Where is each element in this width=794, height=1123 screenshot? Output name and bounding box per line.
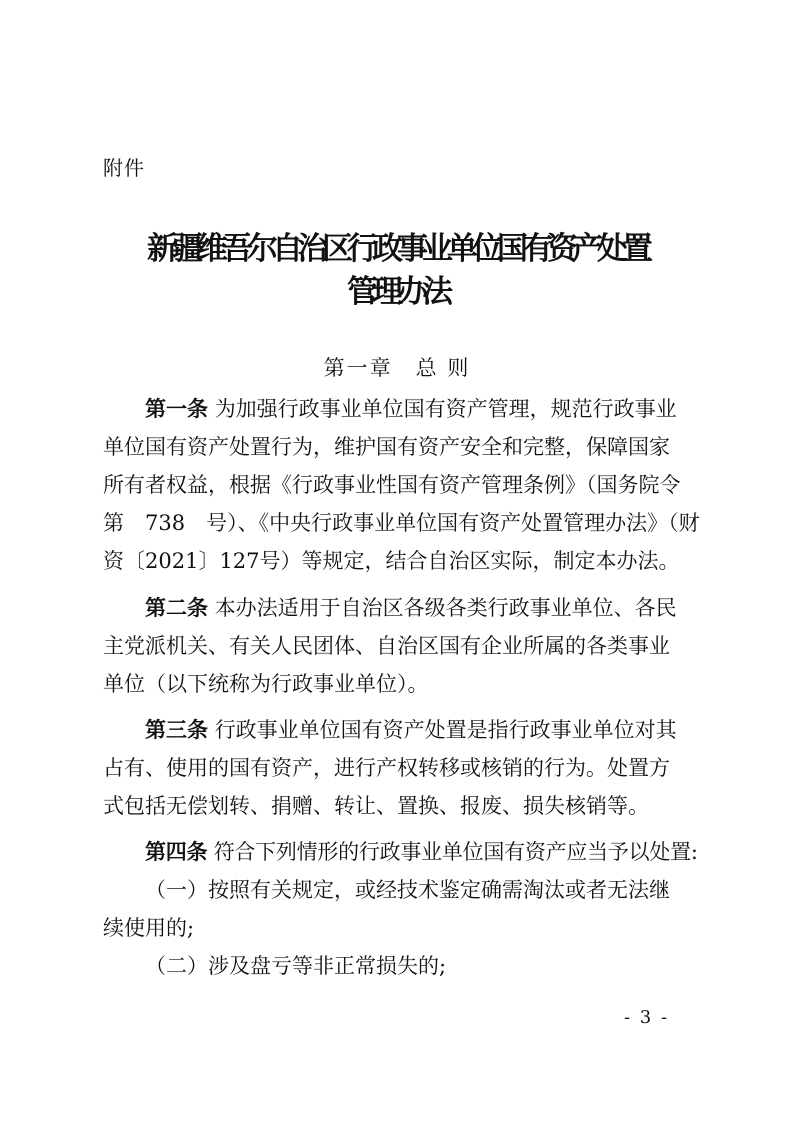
article-3-line-1	[145, 716, 677, 744]
article-3-line-2: 占有、使用的国有资产，进行产权转移或核销的行为。处置方	[103, 756, 670, 780]
article-4-line-1	[145, 838, 698, 866]
article-3-line-3: 式包括无偿划转、捐赠、转让、置换、报废、损失核销等。	[103, 794, 649, 818]
document-title-line-2: 管理办法	[347, 274, 447, 310]
chapter-heading: 第一章 总 则	[323, 356, 471, 380]
article-4-text: 符合下列情形的行政事业单位国有资产应当予以处置:	[213, 840, 698, 864]
article-2-line-3: 单位（以下统称为行政事业单位）。	[103, 672, 429, 696]
article-1-line-5: 资〔2021〕127号）等规定，结合自治区实际，制定本办法。	[103, 549, 680, 573]
article-2-line-2: 主党派机关、有关人民团体、自治区国有企业所属的各类事业	[103, 634, 670, 658]
article-2-text: 本办法适用于自治区各级各类行政事业单位、各民	[214, 596, 677, 620]
attachment-label: 附件	[103, 156, 145, 180]
article-1-text: 为加强行政事业单位国有资产管理，规范行政事业	[214, 397, 677, 421]
article-1-line-1	[145, 395, 677, 423]
article-4-label: 第四条	[145, 840, 208, 864]
article-4-item-2-line-1: （二）涉及盘亏等非正常损失的;	[145, 954, 447, 978]
article-3-text: 行政事业单位国有资产处置是指行政事业单位对其	[214, 718, 677, 742]
document-title-line-1: 新疆维吾尔自治区行政事业单位国有资产处置	[147, 231, 647, 267]
article-1-label: 第一条	[145, 397, 208, 421]
article-1-line-4: 第 738 号）、《中央行政事业单位国有资产处置管理办法》（财	[103, 511, 700, 535]
article-4-item-1-line-2: 续使用的;	[103, 916, 195, 940]
article-3-label: 第三条	[145, 718, 208, 742]
article-4-item-1-line-1: （一）按照有关规定，或经技术鉴定确需淘汰或者无法继	[145, 878, 670, 902]
article-2-label: 第二条	[145, 596, 208, 620]
article-2-line-1	[145, 594, 677, 622]
page-number: - 3 -	[624, 1007, 670, 1028]
article-1-line-3: 所有者权益，根据《行政事业性国有资产管理条例》（国务院令	[103, 473, 681, 497]
article-1-line-2: 单位国有资产处置行为，维护国有资产安全和完整，保障国家	[103, 435, 670, 459]
